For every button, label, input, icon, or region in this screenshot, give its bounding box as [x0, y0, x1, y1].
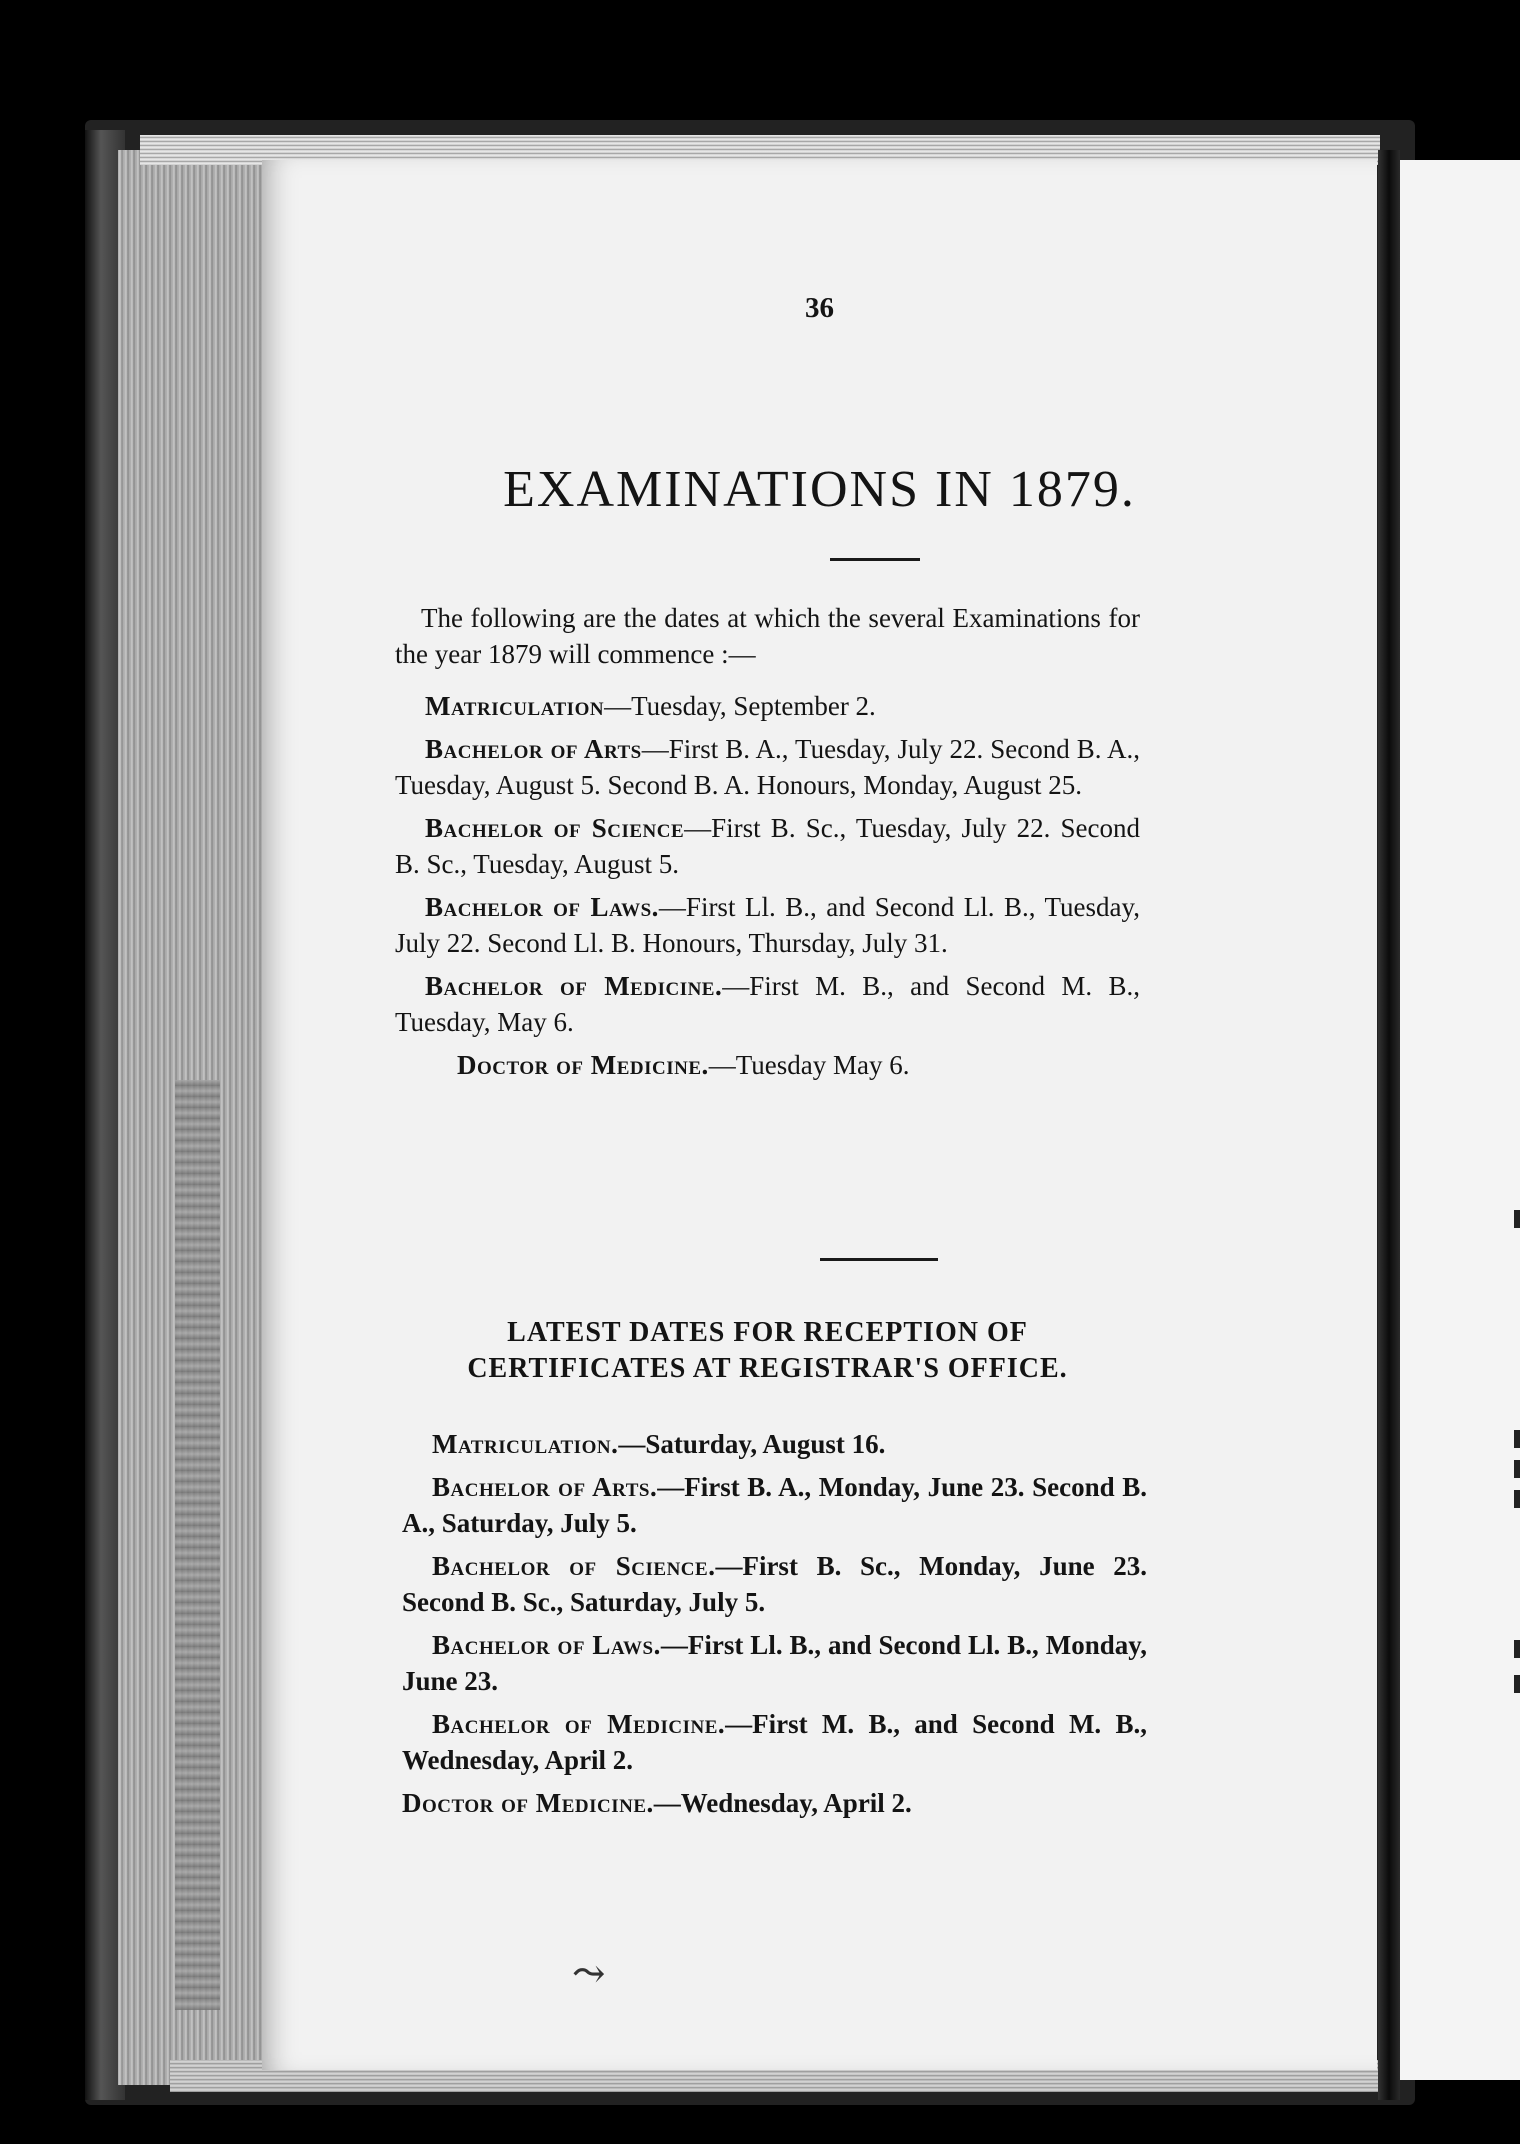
- section-rule: [820, 1258, 938, 1261]
- page-title: EXAMINATIONS IN 1879.: [503, 461, 1136, 518]
- exam-entry-bachelor-of-medicine: Bachelor of Medicine.—First M. B., and Second M. B., Tuesday, May 6.: [395, 971, 1140, 1037]
- facing-page-edge: [1400, 160, 1520, 2080]
- facing-page-fragment: [1514, 1430, 1520, 1448]
- exam-entry-matriculation: Matriculation—Tuesday, September 2.: [425, 691, 876, 721]
- edge-stain: [175, 1080, 220, 2010]
- facing-page-fragment: [1514, 1490, 1520, 1508]
- title-rule: [830, 558, 920, 561]
- facing-page-fragment: [1514, 1640, 1520, 1658]
- facing-page-fragment: [1514, 1675, 1520, 1693]
- cert-entry-bachelor-of-arts: Bachelor of Arts.—First B. A., Monday, June 23. Second B. A., Saturday, July 5.: [402, 1472, 1147, 1538]
- cert-entry-doctor-of-medicine: Doctor of Medicine.—Wednesday, April 2.: [402, 1788, 912, 1818]
- pencil-mark: ⤳: [572, 1951, 606, 1996]
- facing-page-fragment: [1514, 1460, 1520, 1478]
- facing-page-fragment: [1514, 1210, 1520, 1228]
- book-gutter: [1378, 150, 1400, 2100]
- cert-entry-bachelor-of-laws: Bachelor of Laws.—First Ll. B., and Second Ll. B., Monday, June 23.: [402, 1630, 1148, 1696]
- book-page: [262, 160, 1377, 2070]
- exam-entry-doctor-of-medicine: Doctor of Medicine.—Tuesday May 6.: [457, 1050, 910, 1080]
- cert-entry-bachelor-of-medicine: Bachelor of Medicine.—First M. B., and Second M. B., Wednesday, April 2.: [402, 1709, 1147, 1775]
- cert-entry-matriculation: Matriculation.—Saturday, August 16.: [432, 1429, 886, 1459]
- cert-entry-bachelor-of-science: Bachelor of Science.—First B. Sc., Monday, June 23. Second B. Sc., Saturday, July 5.: [402, 1551, 1148, 1617]
- certificate-dates-list: [402, 1426, 1147, 1828]
- exam-entry-bachelor-of-arts: Bachelor of Arts—First B. A., Tuesday, July 22. Second B. A., Tuesday, August 5. Second B. A. Honours, Monday, August 25.: [395, 734, 1140, 800]
- page-number: 36: [805, 292, 834, 324]
- exam-entry-bachelor-of-laws: Bachelor of Laws.—First Ll. B., and Second Ll. B., Tuesday, July 22. Second Ll. B. Honours, Thursday, July 31.: [395, 892, 1140, 958]
- examination-dates-list: [395, 688, 1140, 1090]
- intro-paragraph: The following are the dates at which the several Examinations for the year 1879 will commence :—: [395, 603, 1140, 669]
- certificates-section-title: LATEST DATES FOR RECEPTION OF CERTIFICATES AT REGISTRAR'S OFFICE.: [467, 1317, 1068, 1384]
- exam-entry-bachelor-of-science: Bachelor of Science—First B. Sc., Tuesday, July 22. Second B. Sc., Tuesday, August 5.: [395, 813, 1140, 879]
